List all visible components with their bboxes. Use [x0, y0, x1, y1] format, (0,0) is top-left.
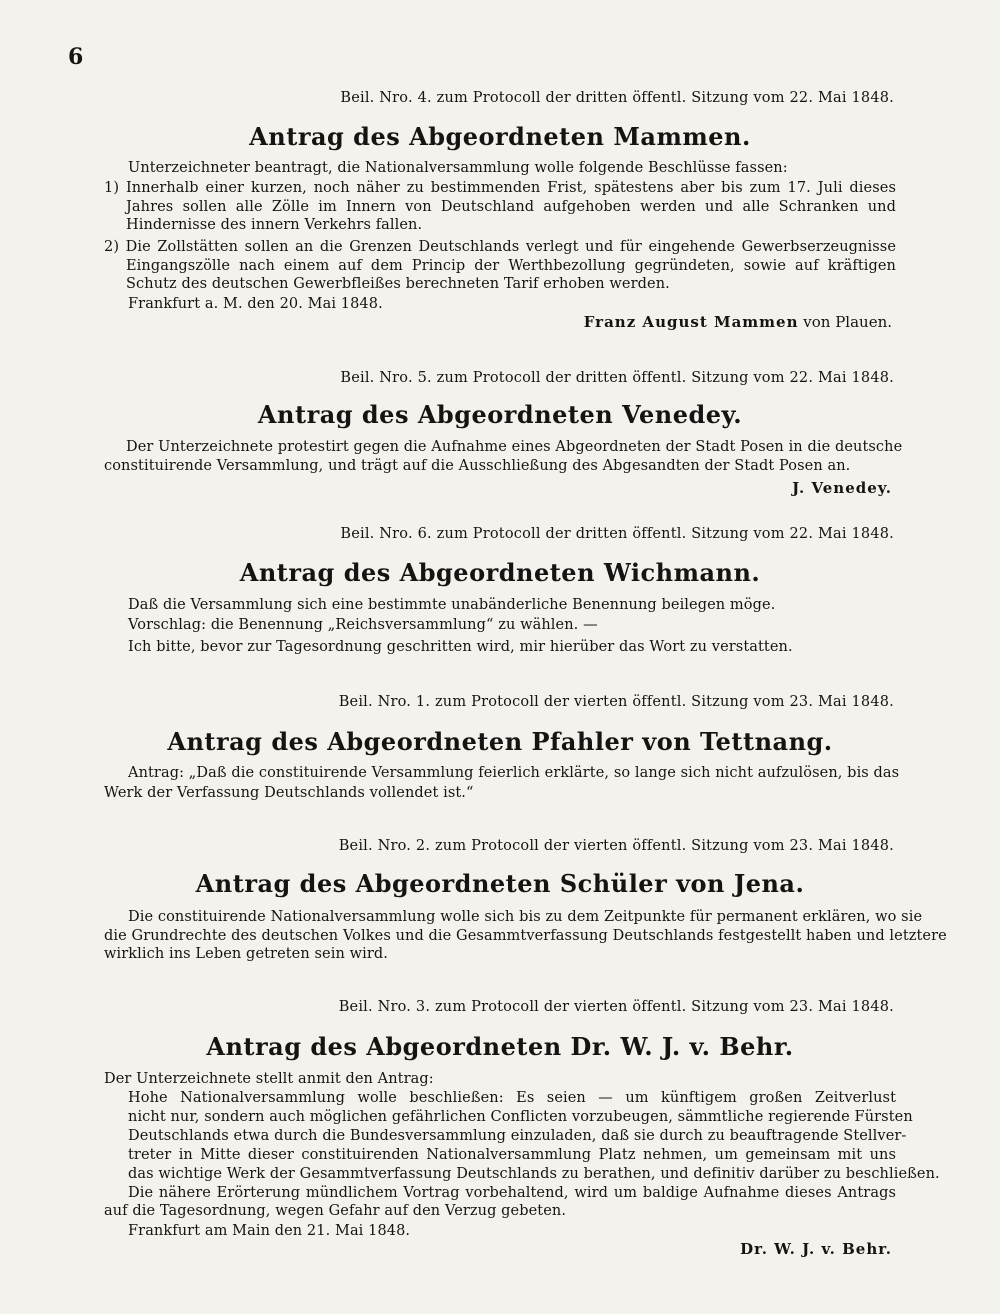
- section-heading: Antrag des Abgeordneten Mammen.: [249, 122, 751, 151]
- signature: [740, 1240, 892, 1258]
- section-heading: Antrag des Abgeordneten Wichmann.: [239, 558, 761, 587]
- text-line: Vorschlag: die Benennung „Reichsversammlung“ zu wählen. —: [128, 617, 598, 633]
- text-line: treter in Mitte dieser constituirenden Nationalversammlung Platz nehmen, um gemeinsam mit uns: [128, 1147, 896, 1163]
- text-line: Ich bitte, bevor zur Tagesordnung geschritten wird, mir hierüber das Wort zu verstatten.: [128, 639, 793, 655]
- text-line: Hindernisse des innern Verkehrs fallen.: [126, 217, 423, 233]
- section-heading: Antrag des Abgeordneten Pfahler von Tettnang.: [167, 727, 833, 756]
- date-line: Frankfurt am Main den 21. Mai 1848.: [128, 1223, 411, 1239]
- text-line: Deutschlands etwa durch die Bundesversammlung einzuladen, daß sie durch zu beauftragende Stellver-: [128, 1128, 907, 1144]
- date-line: Frankfurt a. M. den 20. Mai 1848.: [128, 296, 383, 312]
- text-line: Werk der Verfassung Deutschlands vollendet ist.“: [104, 785, 474, 801]
- section-ref: Beil. Nro. 5. zum Protocoll der dritten öffentl. Sitzung vom 22. Mai 1848.: [340, 370, 894, 386]
- signature: [584, 313, 892, 331]
- text-line: Eingangszölle nach einem auf dem Princip der Werthbezollung gegründeten, sowie auf kräftigen: [126, 258, 896, 274]
- text-line: das wichtige Werk der Gesammtverfassung Deutschlands zu berathen, und definitiv darüber zu beschließen.: [128, 1166, 940, 1182]
- text-line: auf die Tagesordnung, wegen Gefahr auf den Verzug gebeten.: [104, 1203, 567, 1219]
- text-line: Die nähere Erörterung mündlichem Vortrag vorbehaltend, wird um baldige Aufnahme dieses Antrags: [128, 1185, 896, 1201]
- text-line: wirklich ins Leben getreten sein wird.: [104, 946, 388, 962]
- text-line: Die constituirende Nationalversammlung wolle sich bis zu dem Zeitpunkte für permanent erklären, wo sie: [128, 909, 923, 925]
- text-line: Antrag: „Daß die constituirende Versammlung feierlich erklärte, so lange sich nicht aufzulösen, bis das: [128, 765, 900, 781]
- signature-name: Franz August Mammen: [583, 313, 799, 331]
- text-line: Schutz des deutschen Gewerbfleißes berechneten Tarif erhoben werden.: [126, 276, 670, 292]
- text-line: Der Unterzeichnete stellt anmit den Antrag:: [104, 1071, 434, 1087]
- section-heading: Antrag des Abgeordneten Dr. W. J. v. Behr.: [206, 1032, 794, 1061]
- text-line: Daß die Versammlung sich eine bestimmte unabänderliche Benennung beilegen möge.: [128, 597, 776, 613]
- text-line: Unterzeichneter beantragt, die Nationalversammlung wolle folgende Beschlüsse fassen:: [128, 160, 788, 176]
- page-number: 6: [68, 44, 84, 70]
- section-heading: Antrag des Abgeordneten Venedey.: [257, 400, 743, 429]
- section-ref: Beil. Nro. 3. zum Protocoll der vierten öffentl. Sitzung vom 23. Mai 1848.: [338, 999, 894, 1015]
- text-line: 1) Innerhalb einer kurzen, noch näher zu bestimmenden Frist, spätestens aber bis zum 17. Juli dieses: [104, 180, 896, 196]
- signature-suffix: von Plauen.: [803, 313, 892, 331]
- text-line: die Grundrechte des deutschen Volkes und die Gesammtverfassung Deutschlands festgestellt haben und letztere: [104, 928, 947, 944]
- text-line: nicht nur, sondern auch möglichen gefährlichen Conflicten vorzubeugen, sämmtliche regierende Fürsten: [128, 1109, 913, 1125]
- section-ref: Beil. Nro. 6. zum Protocoll der dritten öffentl. Sitzung vom 22. Mai 1848.: [340, 526, 894, 542]
- text-line: Der Unterzeichnete protestirt gegen die Aufnahme eines Abgeordneten der Stadt Posen in die deutsche: [126, 439, 903, 455]
- signature: [792, 479, 892, 497]
- signature-name: J. Venedey.: [792, 479, 892, 497]
- section-ref: Beil. Nro. 1. zum Protocoll der vierten öffentl. Sitzung vom 23. Mai 1848.: [338, 694, 894, 710]
- text-line: Jahres sollen alle Zölle im Innern von Deutschland aufgehoben werden und alle Schranken und: [126, 199, 896, 215]
- section-ref: Beil. Nro. 4. zum Protocoll der dritten öffentl. Sitzung vom 22. Mai 1848.: [340, 90, 894, 106]
- signature-name: Dr. W. J. v. Behr.: [740, 1240, 892, 1258]
- section-heading: Antrag des Abgeordneten Schüler von Jena.: [195, 869, 805, 898]
- section-ref: Beil. Nro. 2. zum Protocoll der vierten öffentl. Sitzung vom 23. Mai 1848.: [338, 838, 894, 854]
- text-line: constituirende Versammlung, und trägt auf die Ausschließung des Abgesandten der Stadt Posen an.: [104, 458, 851, 474]
- text-line: Hohe Nationalversammlung wolle beschließen: Es seien — um künftigem großen Zeitverlust: [128, 1090, 896, 1106]
- text-line: 2) Die Zollstätten sollen an die Grenzen Deutschlands verlegt und für eingehende Gewerbserzeugnisse: [104, 239, 896, 255]
